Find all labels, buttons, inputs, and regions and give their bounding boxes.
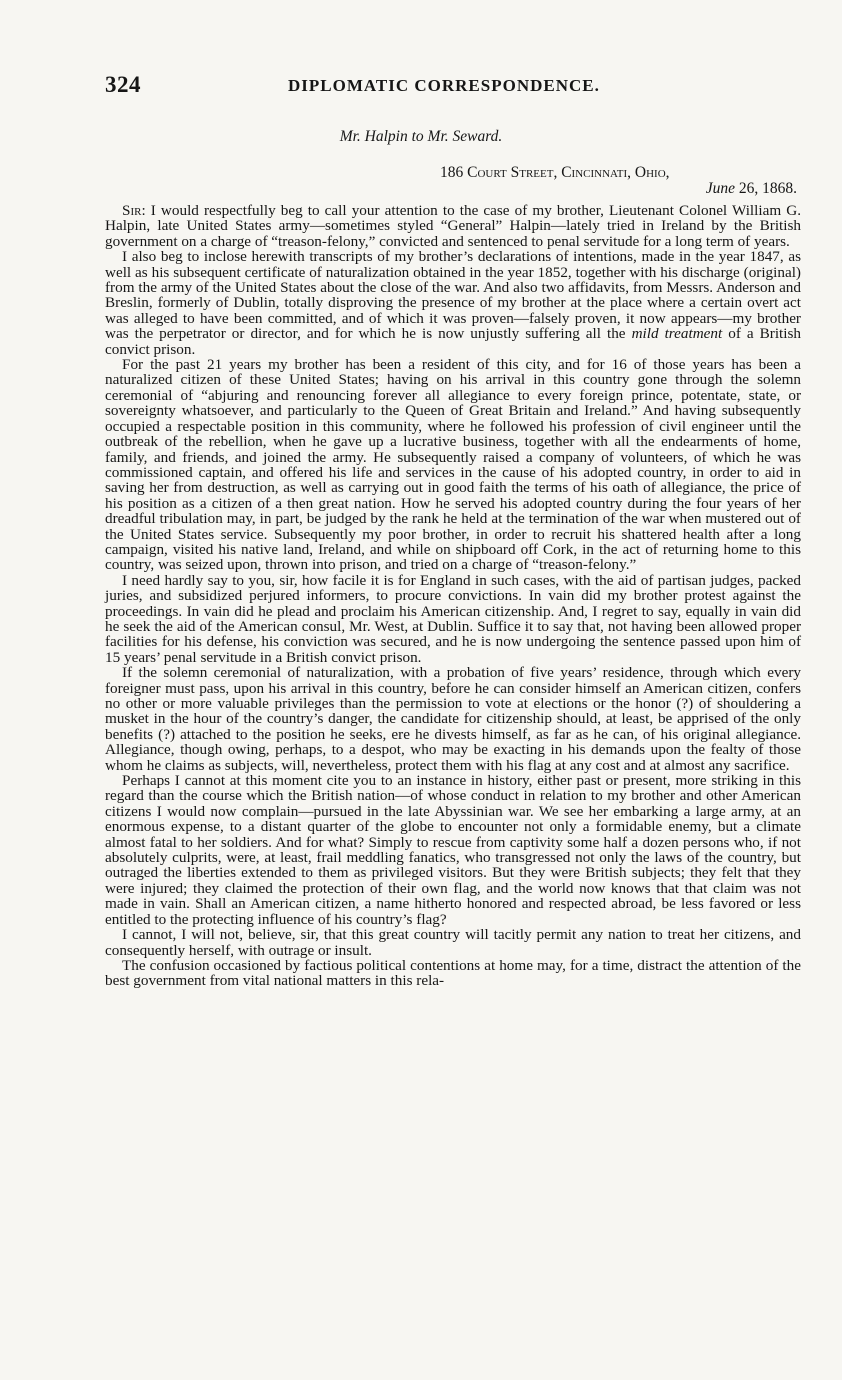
letter-body [105,203,801,989]
page-header [105,72,805,106]
paragraph [105,773,801,927]
paragraph-text: : I would respectfully beg to call your attention to the case of my brother, Lieutenant Colonel William G. Halpin, late United States army—sometimes styled “General” Halpin—lately tried in Ireland by the British government on a charge of “treason-felony,” convicted and sentenced to penal servitude for a long term of years. [105,202,801,250]
paragraph [105,665,801,773]
paragraph [105,357,801,573]
paragraph-text: I cannot, I will not, believe, sir, that this great country will tacitly permit any nation to treat her citizens, and consequently herself, with outrage or insult. [105,926,801,959]
paragraph [105,203,801,249]
paragraph-text: The confusion occasioned by factious political contentions at home may, for a time, distract the attention of the best government from vital national matters in this rela- [105,956,801,990]
date-month: June [705,180,735,197]
page-number: 324 [105,72,141,97]
paragraph-text-end: of a British convict prison. [105,325,801,358]
emphasized-text: mild treatment [631,325,723,343]
date-rest: 26, 1868. [735,180,797,197]
letter-title: Mr. Halpin to Mr. Seward. [339,128,503,145]
letter-date [706,180,797,198]
paragraph-text: If the solemn ceremonial of naturalization, with a probation of five years’ residence, through which every foreigner must pass, upon his arrival in this country, before he can consider himself an American citizen, confers no other or more valuable privileges than the permission to vote at elections or the honor (?) of shouldering a musket in the hour of the country’s danger, the candidate for citizenship should, at least, be apprised of the only benefits (?) attached to the position he seeks, ere he divests himself, as far as he can, of his original allegiance. Allegiance, though owing, perhaps, to a despot, who may be exacting in his demands upon the fealty of those whom he claims as subjects, will, nevertheless, protect them with his flag at any cost and at almost any sacrifice. [105,664,801,774]
running-title: DIPLOMATIC CORRESPONDENCE. [288,76,600,95]
paragraph-text: I need hardly say to you, sir, how facile it is for England in such cases, with the aid of partisan judges, packed juries, and subsidized perjured informers, to procure convictions. In vain did my brother protest against the proceedings. In vain did he plead and proclaim his American citizenship. And, I regret to say, equally in vain did he seek the aid of the American consul, Mr. West, at Dublin. Suffice it to say that, not having been allowed proper facilities for his defense, his conviction was secured, and he is now undergoing the sentence passed upon him of 15 years’ penal servitude in a British convict prison. [105,571,801,666]
salutation: Sir [122,202,142,219]
paragraph-text: For the past 21 years my brother has been a resident of this city, and for 16 of those years has been a naturalized citizen of these United States; having on his arrival in this country gone through the solemn ceremonial of “abjuring and renouncing forever all allegiance to every foreign prince, potentate, state, or sovereignty whatsoever, and particularly to the Queen of Great Britain and Ireland.” And having subsequently occupied a respectable position in this community, where he followed his profession of civil engineer until the outbreak of the rebellion, when he gave up a lucrative business, together with all the endearments of home, family, and friends, and joined the army. He subsequently raised a company of volunteers, of which he was commissioned captain, and offered his life and services in the cause of his adopted country, in order to aid in saving her from destruction, as well as carrying out in good faith the terms of his oath of allegiance, the price of his position as a citizen of a then great nation. How he served his adopted country during the four years of her dreadful tribulation may, in part, be judged by the rank he held at the termination of the war when mustered out of the United States service. Subsequently my poor brother, in order to recruit his shattered health after a long campaign, visited his native land, Ireland, and while on shipboard off Cork, in the act of returning home to this country, was seized upon, thrown into prison, and tried on a charge of “treason-felony.” [105,356,801,574]
sender-address: 186 Court Street, Cincinnati, Ohio, [440,164,670,181]
paragraph [105,573,801,665]
paragraph [105,927,801,958]
paragraph [105,249,801,357]
paragraph-text: I also beg to inclose herewith transcripts of my brother’s declarations of intentions, made in the year 1847, as well as his subsequent certificate of naturalization obtained in the year 1852, together with his discharge (original) from the army of the United States about the close of the war. And also two affidavits, from Messrs. Anderson and Breslin, formerly of Dublin, totally disproving the presence of my brother at the place where a certain overt act was alleged to have been committed, and of which it was proven—falsely proven, it now appears—my brother was the perpetrator or director, and for which he is now unjustly suffering all the [105,248,801,343]
paragraph [105,958,801,989]
paragraph-text: Perhaps I cannot at this moment cite you to an instance in history, either past or present, more striking in this regard than the course which the British nation—of whose conduct in relation to my brother and other American citizens I would now complain—pursued in the late Abyssinian war. We see her embarking a large army, at an enormous expense, to a distant quarter of the globe to encounter not only a formidable enemy, but a climate almost fatal to her soldiers. And for what? Simply to rescue from captivity some half a dozen persons who, if not absolutely culprits, were, at least, frail meddling fanatics, who transgressed not only the laws of the country, but outraged the liberties extended to them as privileged visitors. But they were British subjects; they felt that they were injured; they claimed the protection of their own flag, and the world now knows that that claim was not made in vain. Shall an American citizen, a name hitherto honored and respected abroad, be less favored or less entitled to the protecting influence of his country’s flag? [105,772,801,928]
